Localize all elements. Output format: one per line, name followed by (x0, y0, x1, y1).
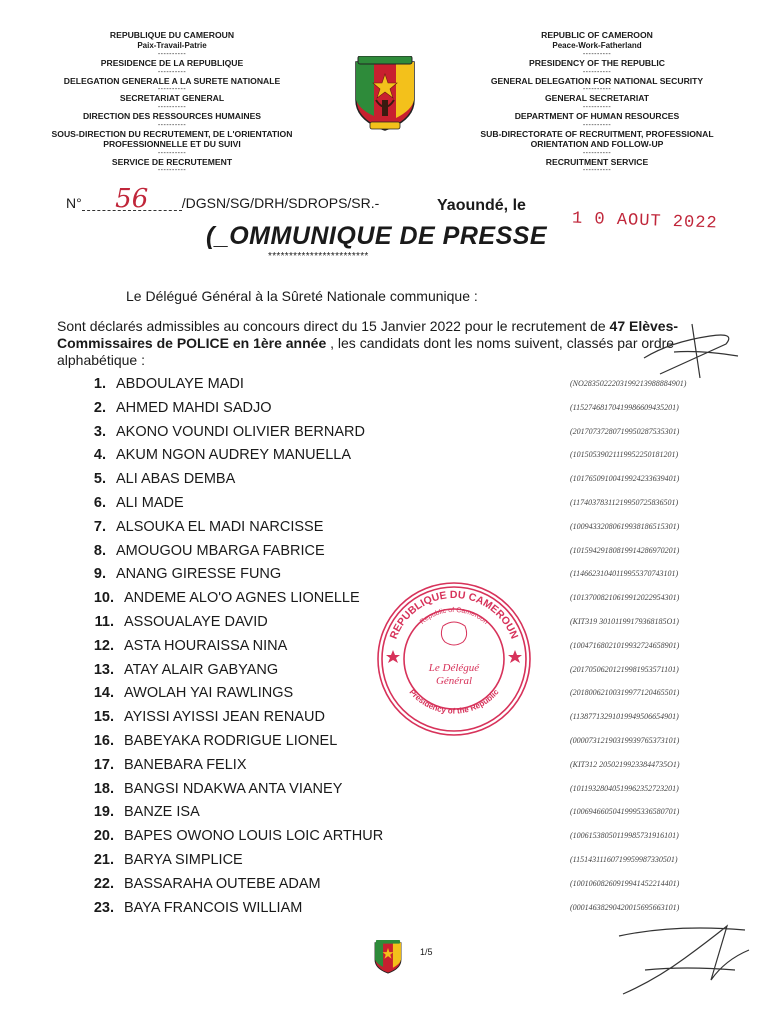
candidate-name: ATAY ALAIR GABYANG (124, 661, 279, 678)
candidate-name: ALSOUKA EL MADI NARCISSE (116, 518, 324, 535)
candidate-number: 10. (93, 590, 114, 607)
header-en-presidency: PRESIDENCY OF THE REPUBLIC (529, 58, 665, 69)
candidate-id-code: (11387713291019949506654901) (570, 712, 679, 722)
candidate-number: 1. (93, 376, 106, 392)
header-fr-subdirectorate: SOUS-DIRECTION DU RECRUTEMENT, DE L'ORIENTATION (51, 128, 293, 139)
header-french (32, 30, 312, 174)
candidate-id-code: (00007312190319939765373101) (570, 735, 680, 745)
candidate-number: 8. (93, 542, 106, 559)
svg-text:Presidency of the Republic (407, 687, 500, 715)
candidate-name: AMOUGOU MBARGA FABRICE (116, 542, 325, 559)
candidate-name: ASSOUALAYE DAVID (124, 613, 268, 630)
announcement-paragraph (57, 318, 725, 369)
header-en-separator: ---------- (582, 86, 612, 94)
header-fr-subdirectorate-2: PROFESSIONNELLE ET DU SUIVI (103, 139, 241, 150)
candidate-number: 12. (93, 637, 114, 654)
candidate-id-code: (KIT319 30101199179368185O1) (570, 616, 679, 626)
candidate-id-code: (10137008210619912022954301) (570, 593, 680, 603)
candidate-id-code: (10010608260919941452214401) (570, 878, 680, 888)
candidate-number: 17. (93, 756, 114, 773)
candidate-name: ALI ABAS DEMBA (116, 471, 236, 488)
reference-number: 56 (82, 188, 182, 211)
candidate-name: BABEYAKA RODRIGUE LIONEL (124, 732, 338, 749)
header-en-service: RECRUITMENT SERVICE (545, 156, 649, 167)
candidate-id-code: (11740378311219950725836501) (570, 497, 679, 507)
title-underline: ************************ (268, 251, 369, 262)
candidate-name: AHMED MAHDI SADJO (116, 399, 272, 416)
candidate-number: 11. (94, 613, 114, 630)
candidate-number: 3. (93, 423, 106, 440)
candidate-number: 20. (93, 828, 114, 845)
candidate-id-code: (10094332080619938186515301) (570, 521, 680, 531)
candidate-id-code: (10061538050119985731916101) (570, 831, 679, 841)
header-en-secretariat: GENERAL SECRETARIAT (544, 93, 650, 104)
header-fr-secretariat: SECRETARIAT GENERAL (119, 93, 225, 104)
place-label: Yaoundé, le (437, 197, 526, 214)
header-en-separator: ---------- (582, 167, 612, 175)
header-en-department: DEPARTMENT OF HUMAN RESOURCES (514, 110, 680, 121)
seal-ring-text: REPUBLIQUE DU CAMEROUN (387, 589, 521, 641)
header-fr-service: SERVICE DE RECRUTEMENT (111, 156, 233, 167)
candidate-id-code: (20180062100319977120465501) (570, 688, 680, 698)
candidate-name: BANZE ISA (124, 804, 200, 821)
candidate-name: ALI MADE (116, 494, 184, 511)
seal-center-text: Le Délégué (428, 662, 480, 674)
page-number: 1/5 (420, 947, 433, 957)
header-fr-separator: ---------- (157, 103, 187, 111)
seal-ring-english: Republic of Cameroon (418, 606, 490, 626)
date-stamp: 1 0 AOUT 2022 (571, 209, 718, 234)
candidate-number: 21. (93, 851, 114, 868)
candidate-number: 2. (93, 399, 106, 416)
svg-text:REPUBLIQUE DU CAMEROUN (388, 589, 521, 641)
candidate-name: AKONO VOUNDI OLIVIER BERNARD (116, 423, 365, 440)
candidate-number: 14. (93, 685, 114, 702)
candidate-row (60, 780, 720, 804)
candidate-row (60, 756, 720, 780)
header-fr-presidency: PRESIDENCE DE LA REPUBLIQUE (100, 58, 244, 69)
candidate-id-code: (11527468170419986609435201) (570, 402, 679, 412)
header-fr-separator: ---------- (157, 167, 187, 175)
candidate-row (60, 803, 720, 827)
candidate-name: BANEBARA FELIX (124, 756, 247, 773)
paragraph-text-end: , les candidats dont les noms suivent, classés par ordre alphabétique : (57, 335, 675, 368)
candidate-id-code: (10159429180819914286970201) (570, 545, 680, 555)
header-en-republic: REPUBLIC OF CAMEROON (541, 30, 653, 40)
header-en-subdirectorate-2: ORIENTATION AND FOLLOW-UP (530, 139, 664, 150)
candidate-number: 5. (93, 471, 106, 488)
header-english (452, 30, 742, 174)
reference-line (66, 184, 380, 214)
candidate-name: BARYA SIMPLICE (124, 851, 243, 868)
header-en-subdirectorate: SUB-DIRECTORATE OF RECRUITMENT, PROFESSIONAL (480, 128, 714, 139)
candidate-row (60, 446, 720, 470)
header-fr-delegation: DELEGATION GENERALE A LA SURETE NATIONALE (63, 75, 281, 86)
candidate-row (60, 470, 720, 494)
footer-crest-icon (372, 940, 404, 974)
header-fr-motto: Paix-Travail-Patrie (137, 40, 207, 50)
candidate-row (60, 518, 720, 542)
seal-ring-bottom: Presidency of the Republic (407, 687, 501, 716)
candidate-row (60, 899, 720, 923)
candidate-number: 18. (93, 780, 114, 797)
candidate-name: ANANG GIRESSE FUNG (116, 566, 282, 583)
candidate-row (60, 875, 720, 899)
candidate-name: BANGSI NDAKWA ANTA VIANEY (124, 780, 343, 797)
candidate-id-code: (11466231040119955370743101) (570, 569, 679, 579)
header-fr-republic: REPUBLIQUE DU CAMEROUN (109, 30, 235, 40)
candidate-id-code: (00014638290420015695663101) (570, 902, 680, 912)
candidate-number: 7. (93, 518, 106, 535)
page-title: (_OMMUNIQUE DE PRESSE (206, 222, 548, 250)
candidate-name: AKUM NGON AUDREY MANUELLA (116, 447, 352, 464)
candidate-row (60, 827, 720, 851)
header-fr-separator: ---------- (157, 68, 187, 76)
header-fr-separator: ---------- (157, 51, 187, 59)
svg-text:Republic of Cameroon (419, 607, 489, 626)
header-en-separator: ---------- (582, 149, 612, 157)
candidate-name: AYISSI AYISSI JEAN RENAUD (124, 709, 325, 726)
candidate-id-code: (10150539021119952250181201) (570, 450, 679, 460)
candidate-name: ASTA HOURAISSA NINA (124, 637, 288, 654)
candidate-id-code: (20170737280719950287535301) (570, 426, 680, 436)
seal-center-text-2: Général (435, 675, 473, 687)
candidate-id-code: (20170506201219981953571101) (570, 664, 679, 674)
candidate-name: BAYA FRANCOIS WILLIAM (124, 899, 303, 916)
candidate-number: 4. (93, 447, 106, 464)
candidate-id-code: (10176509100419924233639401) (570, 474, 680, 484)
reference-suffix: /DGSN/SG/DRH/SDROPS/SR.- (181, 195, 380, 211)
header-fr-separator: ---------- (157, 86, 187, 94)
candidate-row (60, 851, 720, 875)
candidate-id-code: (10047168021019932724658901) (570, 640, 680, 650)
candidate-row (60, 375, 720, 399)
header-en-separator: ---------- (582, 121, 612, 129)
candidate-number: 6. (93, 494, 106, 511)
candidate-number: 19. (93, 804, 114, 821)
candidate-name: BASSARAHA OUTEBE ADAM (124, 875, 321, 892)
official-seal-icon (373, 578, 535, 740)
reference-prefix: N° (66, 195, 82, 211)
header-en-separator: ---------- (582, 51, 612, 59)
candidate-number: 22. (93, 875, 114, 892)
candidate-name: BAPES OWONO LOUIS LOIC ARTHUR (124, 828, 384, 845)
candidate-id-code: (KIT312 20502199233844735O1) (570, 759, 680, 769)
header-fr-separator: ---------- (157, 121, 187, 129)
candidate-row (60, 494, 720, 518)
paragraph-text: Sont déclarés admissibles au concours direct du 15 Janvier 2022 pour le recrutement de (57, 318, 610, 334)
candidate-id-code: (NO2835022203199213988884901) (570, 379, 687, 388)
candidate-number: 15. (93, 709, 114, 726)
header-en-separator: ---------- (582, 103, 612, 111)
candidate-row (60, 399, 720, 423)
candidate-number: 13. (93, 661, 114, 678)
candidate-number: 9. (93, 566, 106, 583)
paragraph-highlight: 47 Elèves-Commissaires de POLICE en 1ère année (57, 318, 679, 351)
candidate-number: 23. (93, 899, 114, 916)
header-en-motto: Peace-Work-Fatherland (552, 40, 642, 50)
header-en-separator: ---------- (582, 68, 612, 76)
header-fr-separator: ---------- (157, 149, 187, 157)
candidate-name: AWOLAH YAI RAWLINGS (124, 685, 294, 702)
candidate-row (60, 423, 720, 447)
candidate-id-code: (10069466050419995336580701) (570, 807, 680, 817)
candidate-id-code: (11514311160719959987330501) (570, 854, 678, 864)
cameroon-crest-icon (352, 56, 418, 132)
header-en-delegation: GENERAL DELEGATION FOR NATIONAL SECURITY (490, 75, 704, 86)
candidate-row (60, 542, 720, 566)
page-signature-icon (615, 920, 755, 998)
candidate-name: ANDEME ALO'O AGNES LIONELLE (124, 590, 360, 607)
candidate-name: ABDOULAYE MADI (116, 376, 244, 392)
candidate-number: 16. (93, 732, 114, 749)
header-fr-department: DIRECTION DES RESSOURCES HUMAINES (82, 110, 262, 121)
candidate-id-code: (10119328040519962352723201) (570, 783, 679, 793)
intro-text: Le Délégué Général à la Sûreté Nationale communique : (126, 288, 478, 304)
initials-signature-icon (640, 322, 745, 380)
